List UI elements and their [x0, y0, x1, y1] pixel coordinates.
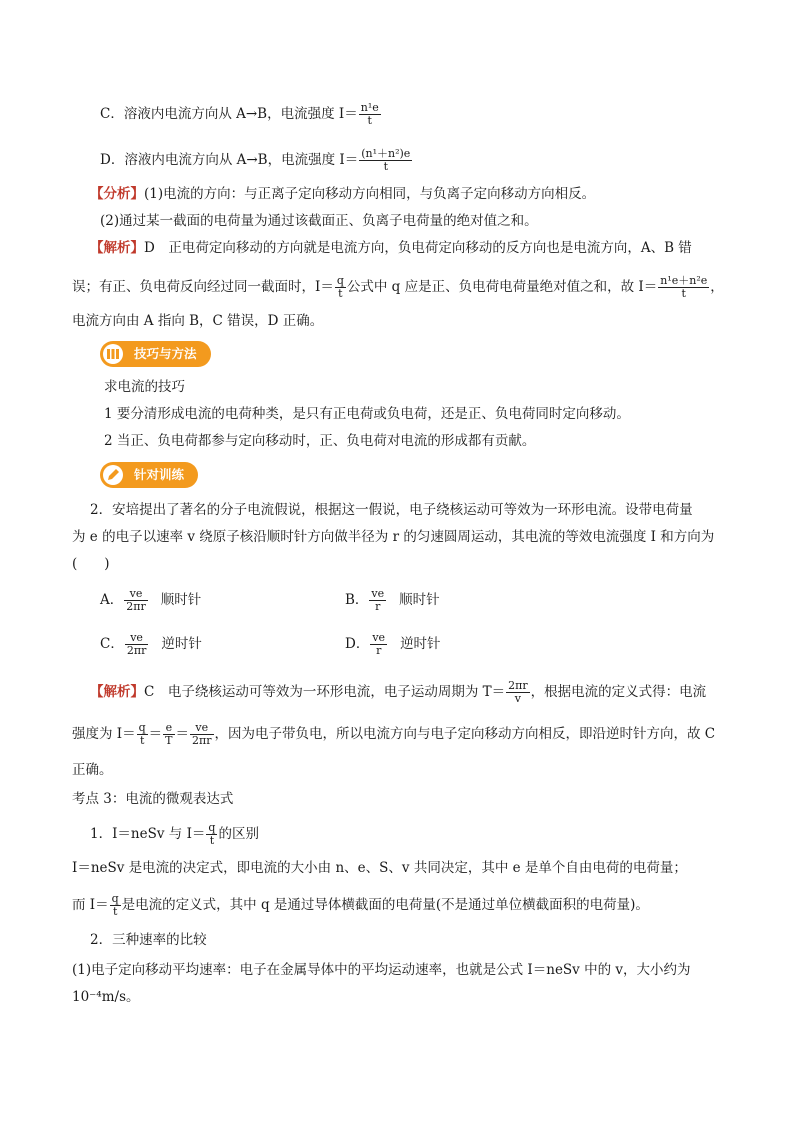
fraction: $\frac{e}{T}$	[165, 721, 173, 747]
keypoint-p4: 10⁻⁴m/s。	[72, 989, 140, 1005]
fraction: $\frac{ve}{2\pi r}$	[126, 631, 147, 657]
question-line-2: 为 e 的电子以速率 v 绕原子核沿顺时针方向做半径为 r 的匀速圆周运动，其电流的等效电流强度 I 和方向为	[72, 529, 715, 545]
analysis-line-1: 【分析】(1)电流的方向：与正离子定向移动方向相同，与负离子定向移动方向相反。	[90, 186, 596, 202]
keypoint-p1: I＝neSv 是电流的决定式，即电流的大小由 n、e、S、v 共同决定，其中 e 是单个自由电荷的电荷量；	[72, 860, 687, 876]
fraction: $\frac{\text{n¹e}}{t}$	[360, 101, 379, 127]
analysis-line-2: (2)通过某一截面的电荷量为通过该截面正、负离子电荷量的绝对值之和。	[100, 213, 538, 229]
question-line-1: 2．安培提出了著名的分子电流假说，根据这一假说，电子绕核运动可等效为一环形电流。设带电荷量	[90, 502, 693, 518]
tips-badge: 技巧与方法	[100, 341, 211, 367]
fraction: $\frac{ve}{r}$	[372, 631, 386, 657]
option-a: A． $\frac{ve}{2\pi r}$ 顺时针	[100, 587, 202, 613]
option-c: C．溶液内电流方向从 A→B，电流强度 I＝ $\frac{\text{n¹e}}{t}$	[100, 101, 379, 127]
keypoint-sub1: 1．I＝neSv 与 I＝ $\frac{q}{t}$ 的区别	[90, 821, 259, 847]
solution2-line-3: 正确。	[72, 762, 113, 778]
solution-line-2: 误；有正、负电荷反向经过同一截面时，I＝ $\frac{q}{t}$ 公式中 q 应是正、负电荷电荷量绝对值之和，故 I＝ $\frac{\text{n¹e＋n²e}}{t}$ ，	[72, 274, 724, 300]
fraction: $\frac{2\pi r}{v}$	[508, 679, 528, 705]
solution2-line-2: 强度为 I＝ $\frac{q}{t}$ ＝ $\frac{e}{T}$ ＝ $\frac{ve}{2\pi r}$ ，因为电子带负电，所以电流方向与电子定向移动方向相反，即沿逆时针方向，故 C	[72, 721, 716, 747]
fraction: $\frac{\text{n¹e＋n²e}}{t}$	[660, 274, 708, 300]
option-d2: D． $\frac{ve}{r}$ 逆时针	[345, 631, 441, 657]
keypoint-p3: (1)电子定向移动平均速率：电子在金属导体中的平均运动速率，也就是公式 I＝neSv 中的 v，大小约为	[72, 962, 691, 978]
fraction: $\frac{q}{t}$	[111, 892, 119, 918]
keypoint-title: 考点 3：电流的微观表达式	[72, 791, 234, 807]
option-c2: C． $\frac{ve}{2\pi r}$ 逆时针	[100, 631, 202, 657]
training-badge: 针对训练	[100, 462, 198, 488]
fraction: $\frac{ve}{2\pi r}$	[126, 587, 146, 613]
solution-line-1: 【解析】D 正电荷定向移动的方向就是电流方向，负电荷定向移动的反方向也是电流方向，A、B 错	[90, 240, 692, 256]
fraction: $\frac{q}{t}$	[336, 274, 344, 300]
books-icon	[103, 344, 123, 364]
fraction: $\frac{ve}{2\pi r}$	[192, 721, 212, 747]
solution2-line-1: 【解析】C 电子绕核运动可等效为一环形电流，电子运动周期为 T＝ $\frac{2\pi r}{v}$ ，根据电流的定义式得：电流	[90, 679, 707, 705]
tips-title: 求电流的技巧	[104, 379, 185, 395]
fraction: $\frac{\text{(n¹＋n²)e}}{t}$	[361, 147, 411, 173]
pencil-icon	[103, 465, 123, 485]
question-line-3: ( )	[72, 556, 110, 572]
option-d: D．溶液内电流方向从 A→B，电流强度 I＝ $\frac{\text{(n¹＋n²)e}}{t}$	[100, 147, 411, 173]
keypoint-p2: 而 I＝ $\frac{q}{t}$ 是电流的定义式，其中 q 是通过导体横截面的电荷量(不是通过单位横截面积的电荷量)。	[72, 892, 649, 918]
fraction: $\frac{ve}{r}$	[371, 587, 385, 613]
option-b: B． $\frac{ve}{r}$ 顺时针	[345, 587, 440, 613]
fraction: $\frac{q}{t}$	[138, 721, 146, 747]
tips-item-1: 1 要分清形成电流的电荷种类，是只有正电荷或负电荷，还是正、负电荷同时定向移动。	[104, 406, 630, 422]
fraction: $\frac{q}{t}$	[208, 821, 216, 847]
solution-line-3: 电流方向由 A 指向 B，C 错误，D 正确。	[72, 313, 324, 329]
keypoint-sub2: 2．三种速率的比较	[90, 932, 207, 948]
tips-item-2: 2 当正、负电荷都参与定向移动时，正、负电荷对电流的形成都有贡献。	[104, 433, 536, 449]
